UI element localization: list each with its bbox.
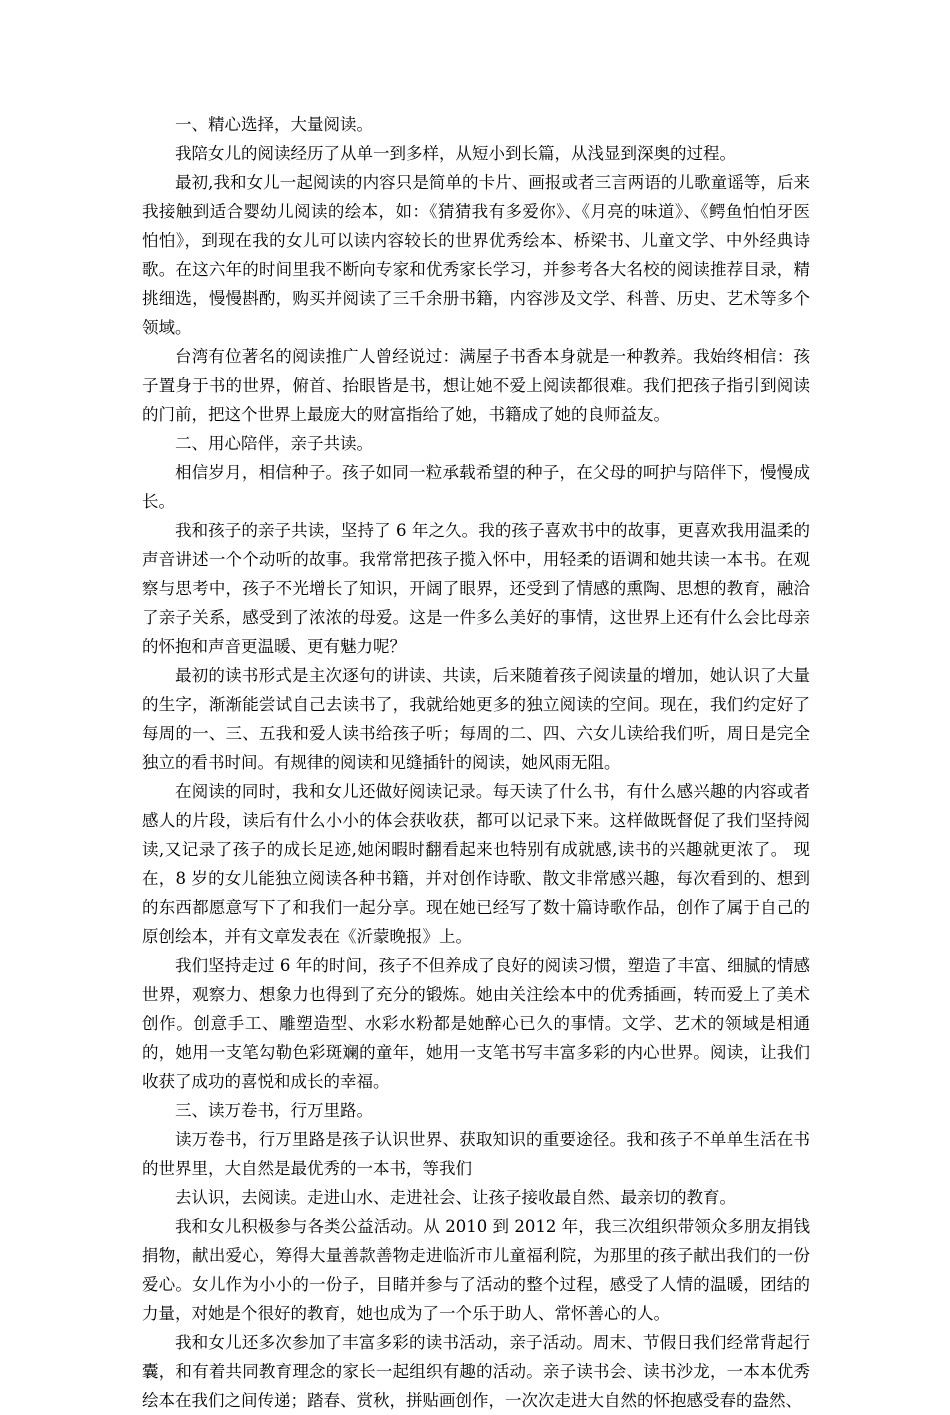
paragraph: 我们坚持走过 6 年的时间，孩子不但养成了良好的阅读习惯，塑造了丰富、细腻的情感世界，观察力、想象力也得到了充分的锻炼。她由关注绘本中的优秀插画，转而爱上了美术创作。创意手工、雕塑造型、水彩水粉都是她醉心已久的事情。文学、艺术的领域是相通的，她用一支笔勾勒色彩斑斓的童年，她用一支笔书写丰富多彩的内心世界。阅读，让我们收获了成功的喜悦和成长的幸福。 [142, 956, 810, 1091]
section-heading-2: 二、用心陪伴，亲子共读。 [175, 434, 373, 453]
paragraph: 最初,我和女儿一起阅读的内容只是简单的卡片、画报或者三言两语的儿歌童谣等，后来我接触到适合婴幼儿阅读的绘本，如：《猜猜我有多爱你》、《月亮的味道》、《鳄鱼怕怕牙医怕怕》，到现在我的女儿可以读内容较长的世界优秀绘本、桥梁书、儿童文学、中外经典诗歌。在这六年的时间里我不断向专家和优秀家长学习，并参考各大名校的阅读推荐目录，精挑细选，慢慢斟酌，购买并阅读了三千余册书籍，内容涉及文学、科普、历史、艺术等多个领域。 [142, 173, 810, 337]
paragraph: 台湾有位著名的阅读推广人曾经说过：满屋子书香本身就是一种教养。我始终相信：孩子置身于书的世界，俯首、抬眼皆是书，想让她不爱上阅读都很难。我们把孩子指引到阅读的门前，把这个世界上最庞大的财富指给了她，书籍成了她的良师益友。 [142, 347, 810, 424]
paragraph: 我陪女儿的阅读经历了从单一到多样，从短小到长篇，从浅显到深奥的过程。 [175, 144, 736, 163]
paragraph: 读万卷书，行万里路是孩子认识世界、获取知识的重要途径。我和孩子不单单生活在书的世界里，大自然是最优秀的一本书，等我们 [142, 1130, 810, 1178]
paragraph: 最初的读书形式是主次逐句的讲读、共读，后来随着孩子阅读量的增加，她认识了大量的生字，渐渐能尝试自己去读书了，我就给她更多的独立阅读的空间。现在，我们约定好了每周的一、三、五我和爱人读书给孩子听；每周的二、四、六女儿读给我们听，周日是完全独立的看书时间。有规律的阅读和见缝插针的阅读，她风雨无阻。 [142, 666, 810, 772]
paragraph: 我和孩子的亲子共读，坚持了 6 年之久。我的孩子喜欢书中的故事，更喜欢我用温柔的声音讲述一个个动听的故事。我常常把孩子揽入怀中，用轻柔的语调和她共读一本书。在观察与思考中，孩子不光增长了知识，开阔了眼界，还受到了情感的熏陶、思想的教育，融洽了亲子关系，感受到了浓浓的母爱。这是一件多么美好的事情，这世界上还有什么会比母亲的怀抱和声音更温暖、更有魅力呢？ [142, 521, 810, 656]
paragraph: 我和女儿还多次参加了丰富多彩的读书活动，亲子活动。周末、节假日我们经常背起行囊，和有着共同教育理念的家长一起组织有趣的活动。亲子读书会、读书沙龙，一本本优秀绘本在我们之间传递；踏春、赏秋，拼贴画创作，一次次走进大自然的怀抱感受春的盎然、 [142, 1333, 810, 1410]
document-body [142, 110, 810, 1415]
paragraph: 相信岁月，相信种子。孩子如同一粒承载希望的种子，在父母的呵护与陪伴下，慢慢成长。 [142, 463, 810, 511]
paragraph: 我和女儿积极参与各类公益活动。从 2010 到 2012 年，我三次组织带领众多朋友捐钱捐物，献出爱心，筹得大量善款善物走进临沂市儿童福利院，为那里的孩子献出我们的一份爱心。女儿作为小小的一份子，目睹并参与了活动的整个过程，感受了人情的温暖，团结的力量，对她是个很好的教育，她也成为了一个乐于助人、常怀善心的人。 [142, 1217, 810, 1323]
paragraph: 去认识，去阅读。走进山水、走进社会、让孩子接收最自然、最亲切的教育。 [175, 1188, 736, 1207]
paragraph: 在阅读的同时，我和女儿还做好阅读记录。每天读了什么书，有什么感兴趣的内容或者感人的片段，读后有什么小小的体会获收获，都可以记录下来。这样做既督促了我们坚持阅读,又记录了孩子的成长足迹,她闲暇时翻看起来也特别有成就感,读书的兴趣就更浓了。 现在，8 岁的女儿能独立阅读各种书籍，并对创作诗歌、散文非常感兴趣，每次看到的、想到的东西都愿意写下了和我们一起分享。现在她已经写了数十篇诗歌作品，创作了属于自己的原创绘本，并有文章发表在《沂蒙晚报》上。 [142, 782, 810, 946]
section-heading-1: 一、精心选择，大量阅读。 [175, 115, 373, 134]
section-heading-3: 三、读万卷书，行万里路。 [175, 1101, 373, 1120]
